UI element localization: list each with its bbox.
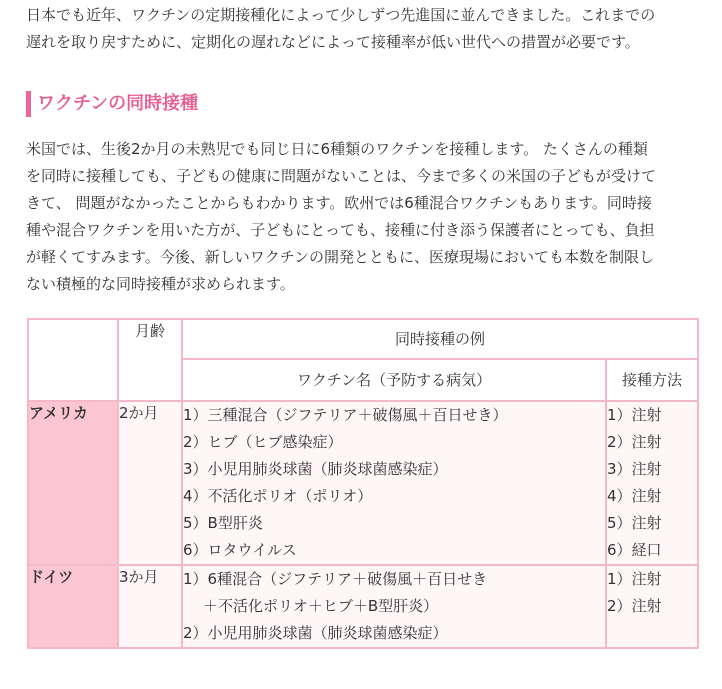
intro-paragraph [26,2,706,56]
section-heading: ワクチンの同時接種 [26,91,198,117]
intro-line: 日本でも近年、ワクチンの定期接種化によって少しずつ先進国に並んできました。これまでの [26,6,656,24]
method-list-cell [606,565,698,648]
vaccine-item: 5）B型肝炎 [183,514,263,532]
method-item: 1）注射 [607,406,662,424]
method-list-cell [606,401,698,565]
table-row-usa [28,401,698,565]
body-line: きて、 問題がなかったことからもわかります。欧州では6種混合ワクチンもあります。同時接 [26,194,652,212]
method-item: 5）注射 [607,514,662,532]
vaccine-item: 6）ロタウイルス [183,541,297,559]
intro-line: 遅れを取り戻すために、定期化の遅れなどによって接種率が低い世代への措置が必要です。 [26,33,640,51]
header-method: 接種方法 [606,359,698,401]
vaccine-list-cell [182,565,606,648]
header-month: 月齢 [118,319,182,401]
header-example: 同時接種の例 [182,319,698,359]
country-cell: アメリカ [28,401,118,565]
month-cell: 2か月 [118,401,182,565]
vaccine-item: 2）小児用肺炎球菌（肺炎球菌感染症） [183,624,448,642]
vaccine-item: 4）不活化ポリオ（ポリオ） [183,487,373,505]
vaccine-item: 1）6種混合（ジフテリア＋破傷風＋百日せき [183,570,488,588]
month-cell: 3か月 [118,565,182,648]
vaccine-item: 1）三種混合（ジフテリア＋破傷風＋百日せき） [183,406,508,424]
body-line: を同時に接種しても、子どもの健康に問題がないことは、今まで多くの米国の子どもが受けて [26,167,657,185]
method-item: 2）注射 [607,433,662,451]
method-item: 2）注射 [607,597,662,615]
country-cell: ドイツ [28,565,118,648]
vaccine-schedule-table [27,318,699,649]
method-item: 4）注射 [607,487,662,505]
method-item: 6）経口 [607,541,662,559]
method-item: 1）注射 [607,570,662,588]
table-header-row [28,319,698,359]
header-corner-cell [28,319,118,401]
vaccine-item-continued: ＋不活化ポリオ＋ヒブ＋B型肝炎） [203,597,439,615]
vaccine-item: 2）ヒブ（ヒブ感染症） [183,433,343,451]
header-vaccine-name: ワクチン名（予防する病気） [182,359,606,401]
method-item: 3）注射 [607,460,662,478]
body-line: ない積極的な同時接種が求められます。 [26,275,295,293]
body-line: 米国では、生後2か月の未熟児でも同じ日に6種類のワクチンを接種します。 たくさんの種類 [26,140,648,158]
vaccine-item: 3）小児用肺炎球菌（肺炎球菌感染症） [183,460,448,478]
body-paragraph [26,136,706,298]
body-line: が軽くてすみます。今後、新しいワクチンの開発とともに、医療現場においても本数を制限し [26,248,655,266]
vaccine-list-cell [182,401,606,565]
table-row-germany [28,565,698,648]
body-line: 種や混合ワクチンを用いた方が、子どもにとっても、接種に付き添う保護者にとっても、負担 [26,221,655,239]
